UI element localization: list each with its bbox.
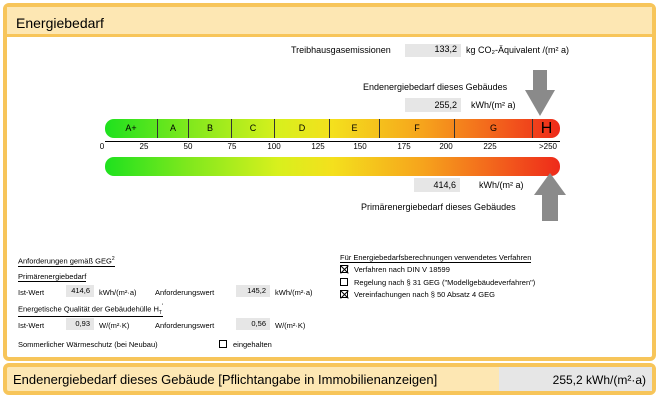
ist-label: Ist-Wert <box>18 288 45 297</box>
card-header <box>7 7 652 37</box>
envelope-title: Energetische Qualität der Gebäudehülle $H_T'$ <box>18 304 164 316</box>
end-energy-arrow-icon <box>525 70 555 118</box>
scale-tick-label: 75 <box>227 142 237 151</box>
co2-label: Treibhausgasemissionen <box>291 45 391 55</box>
energy-class-5: D <box>275 119 330 138</box>
footer-bar <box>3 363 656 395</box>
anf2-unit: W/(m²·K) <box>275 321 306 330</box>
scale-tick-label: 175 <box>397 142 411 151</box>
procedure-heading: Für Energiebedarfsberechnungen verwendetes Verfahren <box>340 253 532 262</box>
ist-unit: kWh/(m²·a) <box>99 288 137 297</box>
scale-tick-label: 150 <box>353 142 367 151</box>
scale-tick-label: 100 <box>267 142 281 151</box>
primary-energy-bar <box>105 157 560 176</box>
anf2-value: 0,56 <box>236 318 270 330</box>
anf-label: Anforderungswert <box>155 288 215 297</box>
ist2-unit: W/(m²·K) <box>99 321 130 330</box>
scale-tick-label: 225 <box>483 142 497 151</box>
anf-value: 145,2 <box>236 285 270 297</box>
summer-check-label: eingehalten <box>233 340 272 349</box>
scale-tick-label: 125 <box>311 142 325 151</box>
procedure-checkbox-0[interactable] <box>340 265 348 273</box>
co2-value: 133,2 <box>405 44 461 57</box>
energy-class-7: F <box>380 119 455 138</box>
footer-label: Endenergiebedarf dieses Gebäude [Pflichtangabe in Immobilienanzeigen] <box>13 372 438 387</box>
end-energy-label: Endenergiebedarf dieses Gebäudes <box>363 82 508 92</box>
scale-tick-label: 25 <box>139 142 149 151</box>
primary-energy-label: Primärenergiebedarf dieses Gebäudes <box>361 202 516 212</box>
primary-requirements-title: Primärenergiebedarf <box>18 272 87 281</box>
ist-value: 414,6 <box>66 285 94 297</box>
anf2-label: Anforderungswert <box>155 321 215 330</box>
energy-class-9: H <box>540 120 553 137</box>
primary-energy-unit: kWh/(m² a) <box>479 180 524 190</box>
energy-class-8: G <box>455 119 533 138</box>
procedure-checkbox-2[interactable] <box>340 290 348 298</box>
energy-class-6: E <box>330 119 380 138</box>
energy-class-bar <box>105 119 560 138</box>
procedure-item-1: Regelung nach § 31 GEG ("Modellgebäudeverfahren") <box>354 278 536 287</box>
energy-class-4: C <box>232 119 275 138</box>
footer-value: 255,2 kWh/(m²·a) <box>499 367 652 391</box>
anf-unit: kWh/(m²·a) <box>275 288 313 297</box>
summer-label: Sommerlicher Wärmeschutz (bei Neubau) <box>18 340 158 349</box>
scale-tick-label: 200 <box>439 142 453 151</box>
scale-tick-label: 0 <box>99 142 105 151</box>
summer-checkbox[interactable] <box>219 340 227 348</box>
procedure-item-2: Vereinfachungen nach § 50 Absatz 4 GEG <box>354 290 495 299</box>
end-energy-value: 255,2 <box>405 98 461 112</box>
energy-class-2: A <box>158 119 189 138</box>
energy-class-3: B <box>189 119 232 138</box>
co2-unit: kg CO₂-Äquivalent /(m² a) <box>466 45 570 55</box>
end-energy-unit: kWh/(m² a) <box>471 100 516 110</box>
scale-tick-label: >250 <box>538 142 558 151</box>
energy-class-1: A+ <box>105 119 158 138</box>
primary-energy-value: 414,6 <box>414 178 460 192</box>
card-title: Energiebedarf <box>16 15 104 31</box>
energy-card <box>3 3 656 361</box>
scale-tick-label: 50 <box>183 142 193 151</box>
procedure-checkbox-1[interactable] <box>340 278 348 286</box>
primary-energy-arrow-icon <box>534 173 566 221</box>
requirements-heading: Anforderungen gemäß GEG$^2$ <box>18 256 115 266</box>
ist2-label: Ist-Wert <box>18 321 45 330</box>
procedure-item-0: Verfahren nach DIN V 18599 <box>354 265 450 274</box>
ist2-value: 0,93 <box>66 318 94 330</box>
